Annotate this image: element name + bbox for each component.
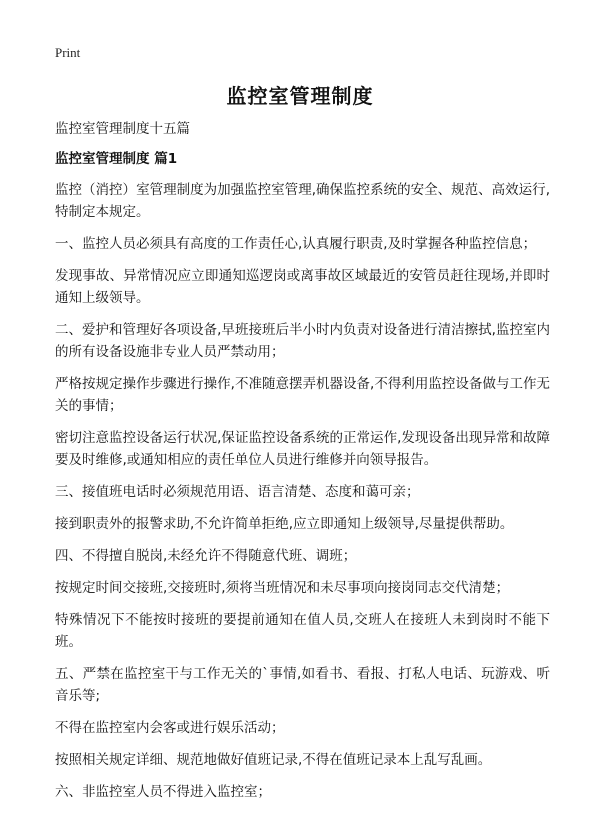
- print-link[interactable]: Print: [55, 45, 81, 60]
- paragraph-rule-6: 六、非监控室人员不得进入监控室；: [55, 784, 271, 800]
- paragraph: 按照相关规定详细、规范地做好值班记录,不得在值班记录本上乱写乱画。: [55, 752, 492, 768]
- document-body: [55, 119, 550, 813]
- paragraph-rule-4: 四、不得擅自脱岗,未经允许不得随意代班、调班；: [55, 548, 357, 564]
- paragraph-intro: 监控（消控）室管理制度为加强监控室管理,确保监控系统的安全、规范、高效运行,特制定本规定。: [55, 182, 550, 220]
- paragraph-rule-3: 三、接值班电话时必须规范用语、语言清楚、态度和蔼可亲；: [55, 484, 420, 500]
- paragraph: 不得在监控室内会客或进行娱乐活动；: [55, 720, 285, 736]
- section-heading: 监控室管理制度 篇1: [55, 151, 178, 167]
- document-subtitle: 监控室管理制度十五篇: [55, 121, 190, 137]
- paragraph: 接到职责外的报警求助,不允许简单拒绝,应立即通知上级领导,尽量提供帮助。: [55, 516, 514, 532]
- paragraph: 严格按规定操作步骤进行操作,不准随意摆弄机器设备,不得利用监控设备做与工作无关的事情；: [55, 376, 550, 414]
- paragraph-rule-5: 五、严禁在监控室干与工作无关的`事情,如看书、看报、打私人电话、玩游戏、听音乐等;: [55, 666, 550, 704]
- paragraph: 发现事故、异常情况应立即通知巡逻岗或离事故区域最近的安管员赶往现场,并即时通知上级领导。: [55, 268, 550, 306]
- paragraph-rule-1: 一、监控人员必须具有高度的工作责任心,认真履行职责,及时掌握各种监控信息；: [55, 236, 537, 252]
- paragraph: 按规定时间交接班,交接班时,须将当班情况和未尽事项向接岗同志交代清楚；: [55, 580, 510, 596]
- document-title: 监控室管理制度: [226, 84, 374, 108]
- paragraph: 密切注意监控设备运行状况,保证监控设备系统的正常运作,发现设备出现异常和故障要及时维修,或通知相应的责任单位人员进行维修并向领导报告。: [55, 430, 550, 468]
- paragraph: 特殊情况下不能按时接班的要提前通知在值人员,交班人在接班人未到岗时不能下班。: [55, 612, 550, 650]
- paragraph-rule-2: 二、爱护和管理好各项设备,早班接班后半小时内负责对设备进行清洁擦拭,监控室内的所有设备设施非专业人员严禁动用；: [55, 322, 550, 360]
